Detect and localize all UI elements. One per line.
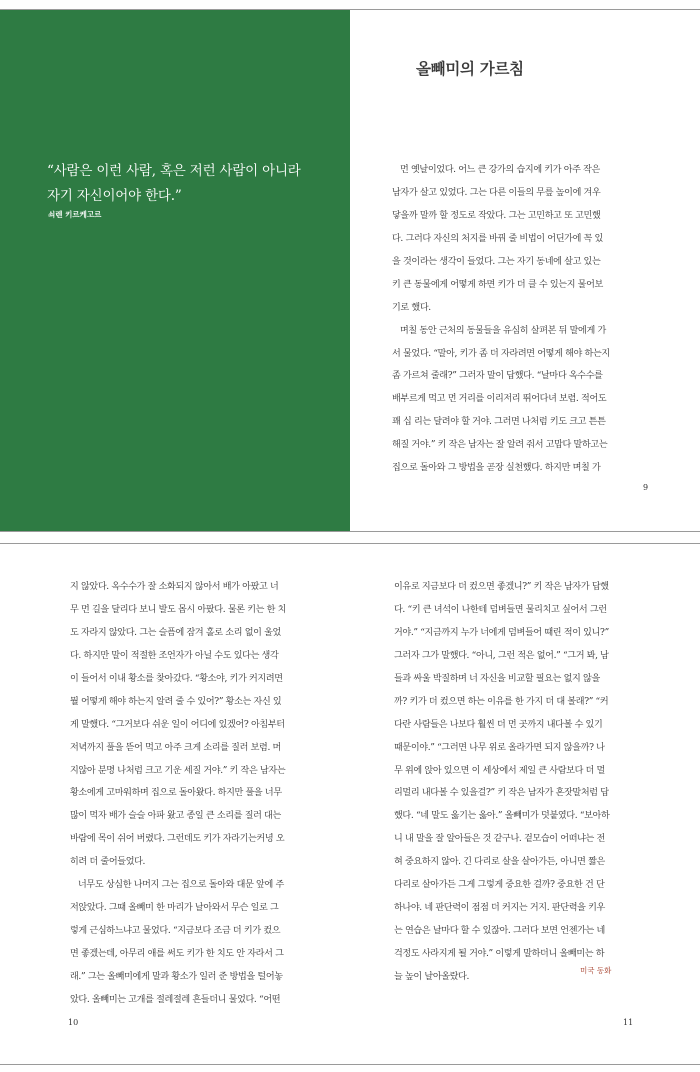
text-line: 니 내 말을 잘 알아들은 것 같구나. 겉모습이 어떠냐는 전 <box>394 834 605 845</box>
text-line: 늘 높이 날아올랐다. <box>394 971 470 982</box>
quote-panel <box>0 10 350 531</box>
text-line: 바람에 목이 쉬어 버렸다. 그런데도 키가 자라기는커녕 오 <box>70 834 285 845</box>
text-line: 면 좋겠는데, 아무리 애를 써도 키가 한 치도 안 자라서 그 <box>70 949 284 959</box>
page-number: 10 <box>68 1018 79 1027</box>
text-line: 꽤 십 리는 달려야 할 거야. 그러면 나처럼 키도 크고 튼튼 <box>392 417 606 428</box>
text-line: 남자가 살고 있었다. 그는 다른 이들의 무릎 높이에 겨우 <box>392 187 601 198</box>
text-line: 황소에게 고마워하며 집으로 돌아왔다. 하지만 풀을 너무 <box>70 788 282 799</box>
text-line: 무 위에 앉아 있으면 이 세상에서 제일 큰 사람보다 더 멀 <box>394 765 605 776</box>
text-line: 렇게 근심하느냐고 물었다. “지금보다 조금 더 키가 컸으 <box>70 926 281 937</box>
page-number: 9 <box>643 483 649 492</box>
text-line: 았다. 올빼미는 고개를 절레절레 흔들더니 물었다. “어떤 <box>70 994 281 1005</box>
text-line: 히려 더 줄어들었다. <box>70 857 146 868</box>
text-line: 지 않았다. 옥수수가 잘 소화되지 않아서 배가 아팠고 너 <box>70 582 279 592</box>
page-11-body <box>394 576 634 989</box>
text-line: 다. “키 큰 녀석이 나한테 덤벼들면 물리치고 싶어서 그런 <box>394 604 607 615</box>
text-line: 먼 옛날이었다. 어느 큰 강가의 습지에 키가 아주 작은 <box>400 165 600 175</box>
chapter-title: 올빼미의 가르침 <box>416 59 524 78</box>
text-line: 다리로 살아가든 그게 그렇게 중요한 걸까? 중요한 건 단 <box>394 880 605 891</box>
text-line: 무 먼 길을 달리다 보니 발도 몹시 아팠다. 물론 키는 한 치 <box>70 604 287 615</box>
text-line: 는 연습은 날마다 할 수 있잖아. 그러다 보면 언젠가는 네 <box>394 926 605 937</box>
text-line: 집으로 돌아와 그 방법을 곧장 실천했다. 하지만 며칠 가 <box>392 463 601 474</box>
text-line: 혀 중요하지 않아. 긴 다리로 살을 살아가든, 아니면 짧은 <box>394 857 605 868</box>
quote-source: 쇠렌 키르케고르 <box>48 210 102 219</box>
text-line: 많이 먹자 배가 슬슬 아파 왔고 종일 큰 소리를 질러 대는 <box>70 811 281 822</box>
text-line: 그러자 그가 말했다. “아니, 그런 적은 없어.” “그거 봐, 남 <box>394 650 609 661</box>
text-line: 리멀리 내다볼 수 있을걸?” 키 작은 남자가 혼잣말처럼 답 <box>394 788 609 799</box>
page-number: 11 <box>623 1018 634 1027</box>
text-line: 했다. “네 말도 옳기는 옳아.” 올빼미가 덧붙였다. “보아하 <box>394 811 610 822</box>
text-line: 때문이야.” “그러면 나무 위로 올라가면 되지 않을까? 나 <box>394 742 605 753</box>
text-line: 거야.” “지금까지 누가 너에게 덤벼들어 때린 적이 있니?” <box>394 627 609 638</box>
text-line: 게 말했다. “그거보다 쉬운 일이 어디에 있겠어? 아침부터 <box>70 719 285 730</box>
text-line: 지않아 분명 나처럼 크고 기운 세질 거야.” 키 작은 남자는 <box>70 765 286 776</box>
text-line: 하나야. 네 판단력이 점점 더 커지는 거지. 판단력을 키우 <box>394 903 605 914</box>
text-line: 래.” 그는 올빼미에게 말과 황소가 일러 준 방법을 털어놓 <box>70 971 283 982</box>
text-line: 까? 키가 더 컸으면 하는 이유를 한 가지 더 대 볼래?” “커 <box>394 696 609 707</box>
bottom-spread <box>0 543 700 1065</box>
text-line: 키 큰 동물에게 어떻게 하면 키가 더 클 수 있는지 물어보 <box>392 279 603 290</box>
text-line: 너무도 상심한 나머지 그는 집으로 돌아와 대문 앞에 주 <box>78 880 284 891</box>
text-line: 며칠 동안 근처의 동물들을 유심히 살펴본 뒤 말에게 가 <box>400 325 606 336</box>
text-line: 도 자라지 않았다. 그는 슬픔에 잠겨 홀로 소리 없이 울었 <box>70 627 281 638</box>
text-line: 저녁까지 풀을 뜯어 먹고 아주 크게 소리를 질러 보렴. 머 <box>70 742 281 753</box>
text-line: 서 물었다. “말아, 키가 좀 더 자라려면 어떻게 해야 하는지 <box>392 348 610 359</box>
text-line: 들과 싸울 박질하며 너 자신을 비교할 필요는 없지 않을 <box>394 673 600 684</box>
page-9-body <box>392 159 632 480</box>
text-line: 이유로 지금보다 더 컸으면 좋겠니?” 키 작은 남자가 답했 <box>394 582 609 592</box>
text-line: 다. 그러다 자신의 처지를 바꿔 줄 비법이 어딘가에 꼭 있 <box>392 233 603 244</box>
text-line: 다. 하지만 말이 적절한 조언자가 아닐 수도 있다는 생각 <box>70 650 279 661</box>
text-line: 닿을까 말까 할 정도로 작았다. 그는 고민하고 또 고민했 <box>392 210 601 221</box>
text-line: 이 들어서 이내 황소를 찾아갔다. “황소야, 키가 커지려면 <box>70 673 283 684</box>
story-credit: 미국 동화 <box>580 966 612 975</box>
text-line: 뭘 어떻게 해야 하는지 알려 줄 수 있어?” 황소는 자신 있 <box>70 696 282 707</box>
text-line: 좀 가르쳐 줄래?” 그러자 말이 답했다. “날마다 옥수수를 <box>392 371 603 382</box>
text-line: 기로 했다. <box>392 302 431 313</box>
quote-line: “사람은 이런 사람, 혹은 저런 사람이 아니라 <box>47 163 301 179</box>
top-spread <box>0 9 700 532</box>
text-line: 다란 사람들은 나보다 훨씬 더 먼 곳까지 내다볼 수 있기 <box>394 719 603 730</box>
page-10-body <box>70 576 310 1012</box>
text-line: 배부르게 먹고 먼 거리를 이리저리 뛰어다녀 보렴. 적어도 <box>392 394 607 405</box>
text-line: 걱정도 사라지게 될 거야.” 이렇게 말하더니 올빼미는 하 <box>394 949 605 959</box>
text-line: 을 것이라는 생각이 들었다. 그는 자기 동네에 살고 있는 <box>392 256 601 267</box>
text-line: 해질 거야.” 키 작은 남자는 잘 알려 줘서 고맙다 말하고는 <box>392 440 608 451</box>
quote-line: 자기 자신이어야 한다.” <box>47 188 182 204</box>
text-line: 저앉았다. 그때 올빼미 한 마리가 날아와서 무슨 일로 그 <box>70 903 279 914</box>
epigraph-quote <box>47 159 327 209</box>
